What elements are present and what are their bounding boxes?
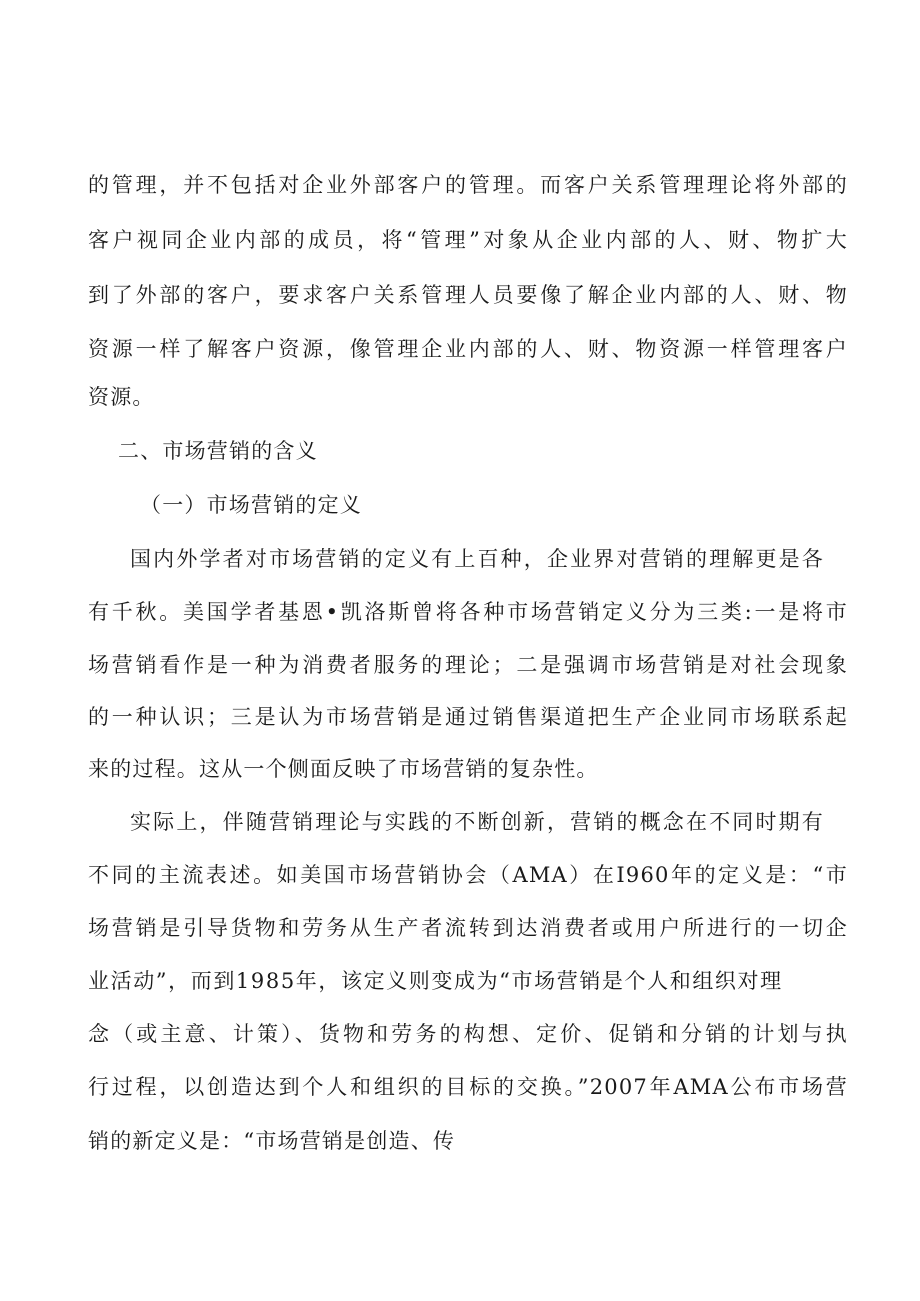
paragraph-line: 资源。 bbox=[88, 385, 155, 409]
paragraph-line: 行过程，以创造达到个人和组织的目标的交换。”2007年AMA公布市场营 bbox=[88, 1075, 848, 1099]
paragraph-line: 念（或主意、计策）、货物和劳务的构想、定价、促销和分销的计划与执 bbox=[88, 1022, 848, 1046]
paragraph-line: 场营销看作是一种为消费者服务的理论；二是强调市场营销是对社会现象 bbox=[88, 653, 848, 677]
section-heading: 二、市场营销的含义 bbox=[118, 439, 318, 463]
subsection-heading: （一）市场营销的定义 bbox=[140, 493, 362, 517]
paragraph-line: 销的新定义是：“市场营销是创造、传 bbox=[88, 1129, 456, 1153]
paragraph-line: 资源一样了解客户资源，像管理企业内部的人、财、物资源一样管理客户 bbox=[88, 337, 848, 361]
paragraph-line: 的一种认识；三是认为市场营销是通过销售渠道把生产企业同市场联系起 bbox=[88, 705, 848, 729]
paragraph-line: 的管理，并不包括对企业外部客户的管理。而客户关系管理理论将外部的 bbox=[88, 173, 848, 197]
paragraph-line: 客户视同企业内部的成员，将“管理”对象从企业内部的人、财、物扩大 bbox=[88, 228, 848, 252]
paragraph-line: 场营销是引导货物和劳务从生产者流转到达消费者或用户所进行的一切企 bbox=[88, 916, 848, 940]
paragraph-line: 来的过程。这从一个侧面反映了市场营销的复杂性。 bbox=[88, 757, 599, 781]
paragraph-line: 到了外部的客户，要求客户关系管理人员要像了解企业内部的人、财、物 bbox=[88, 283, 848, 307]
paragraph-line: 业活动”，而到1985年，该定义则变成为“市场营销是个人和组织对理 bbox=[88, 969, 783, 993]
paragraph-line: 实际上，伴随营销理论与实践的不断创新，营销的概念在不同时期有 bbox=[130, 810, 824, 834]
paragraph-line: 不同的主流表述。如美国市场营销协会（AMA）在I960年的定义是：“市 bbox=[88, 863, 848, 887]
paragraph-line: 有千秋。美国学者基恩•凯洛斯曾将各种市场营销定义分为三类:一是将市 bbox=[88, 600, 848, 624]
paragraph-line: 国内外学者对市场营销的定义有上百种，企业界对营销的理解更是各 bbox=[130, 547, 824, 571]
